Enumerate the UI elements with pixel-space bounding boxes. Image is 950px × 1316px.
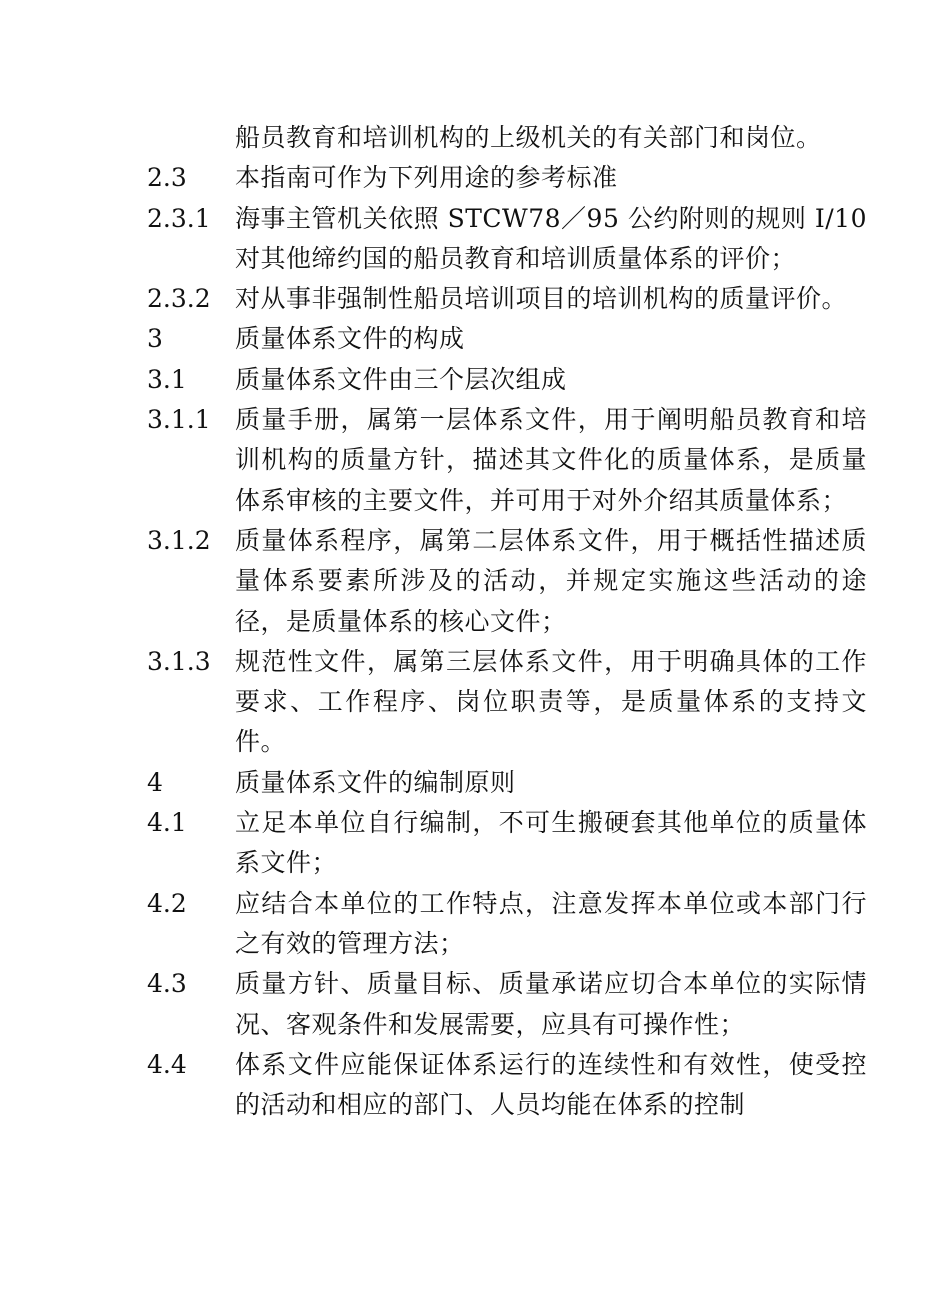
- clause-number: 2.3: [147, 163, 187, 193]
- clause-number: 3.1.3: [147, 646, 211, 676]
- clause-3-1-1: [147, 400, 867, 521]
- clause-3-1-3: [147, 642, 867, 763]
- clause-3-1-2: [147, 521, 867, 642]
- section-title: 质量体系文件的构成: [235, 324, 465, 354]
- clause-number: 2.3.2: [147, 284, 211, 314]
- section-title: 质量体系文件的编制原则: [235, 767, 516, 797]
- clause-4-2: [147, 884, 867, 965]
- clause-2-3: [147, 158, 867, 198]
- clause-text: 体系文件应能保证体系运行的连续性和有效性，使受控的活动和相应的部门、人员均能在体系的控制: [235, 1049, 867, 1120]
- section-3-heading: [147, 319, 867, 359]
- clause-continuation: [147, 118, 867, 158]
- clause-number: 4.1: [147, 808, 187, 838]
- clause-text: 对从事非强制性船员培训项目的培训机构的质量评价。: [235, 284, 848, 314]
- clause-2-3-1: [147, 199, 867, 280]
- clause-number: 3.1: [147, 364, 187, 394]
- clause-4-4: [147, 1045, 867, 1126]
- document-body: [147, 118, 867, 1125]
- clause-number: 4.4: [147, 1049, 187, 1079]
- clause-text: 规范性文件，属第三层体系文件，用于明确具体的工作要求、工作程序、岗位职责等，是质量体系的支持文件。: [235, 646, 867, 757]
- clause-number: 2.3.1: [147, 203, 211, 233]
- clause-text: 船员教育和培训机构的上级机关的有关部门和岗位。: [235, 123, 822, 152]
- clause-3-1: [147, 360, 867, 400]
- clause-text: 质量方针、质量目标、质量承诺应切合本单位的实际情况、客观条件和发展需要，应具有可操作性；: [235, 969, 867, 1039]
- clause-number: 4.2: [147, 888, 187, 918]
- clause-4-1: [147, 803, 867, 884]
- clause-number: 4.3: [147, 969, 187, 999]
- section-number: 3: [147, 324, 163, 354]
- clause-text: 质量手册，属第一层体系文件，用于阐明船员教育和培训机构的质量方针，描述其文件化的质量体系，是质量体系审核的主要文件，并可用于对外介绍其质量体系；: [235, 405, 867, 515]
- clause-text: 立足本单位自行编制，不可生搬硬套其他单位的质量体系文件；: [235, 808, 867, 878]
- clause-number: 3.1.1: [147, 405, 211, 435]
- clause-text: 质量体系文件由三个层次组成: [235, 364, 567, 394]
- clause-text: 海事主管机关依照 STCW78／95 公约附则的规则 I/10 对其他缔约国的船员教育和培训质量体系的评价；: [235, 203, 867, 273]
- clause-text: 本指南可作为下列用途的参考标准: [235, 163, 618, 193]
- section-number: 4: [147, 767, 163, 797]
- clause-number: 3.1.2: [147, 525, 211, 555]
- section-4-heading: [147, 763, 867, 803]
- clause-text: 应结合本单位的工作特点，注意发挥本单位或本部门行之有效的管理方法；: [235, 888, 867, 958]
- clause-text: 质量体系程序，属第二层体系文件，用于概括性描述质量体系要素所涉及的活动，并规定实施这些活动的途径，是质量体系的核心文件；: [235, 525, 867, 636]
- clause-2-3-2: [147, 279, 867, 319]
- clause-4-3: [147, 964, 867, 1045]
